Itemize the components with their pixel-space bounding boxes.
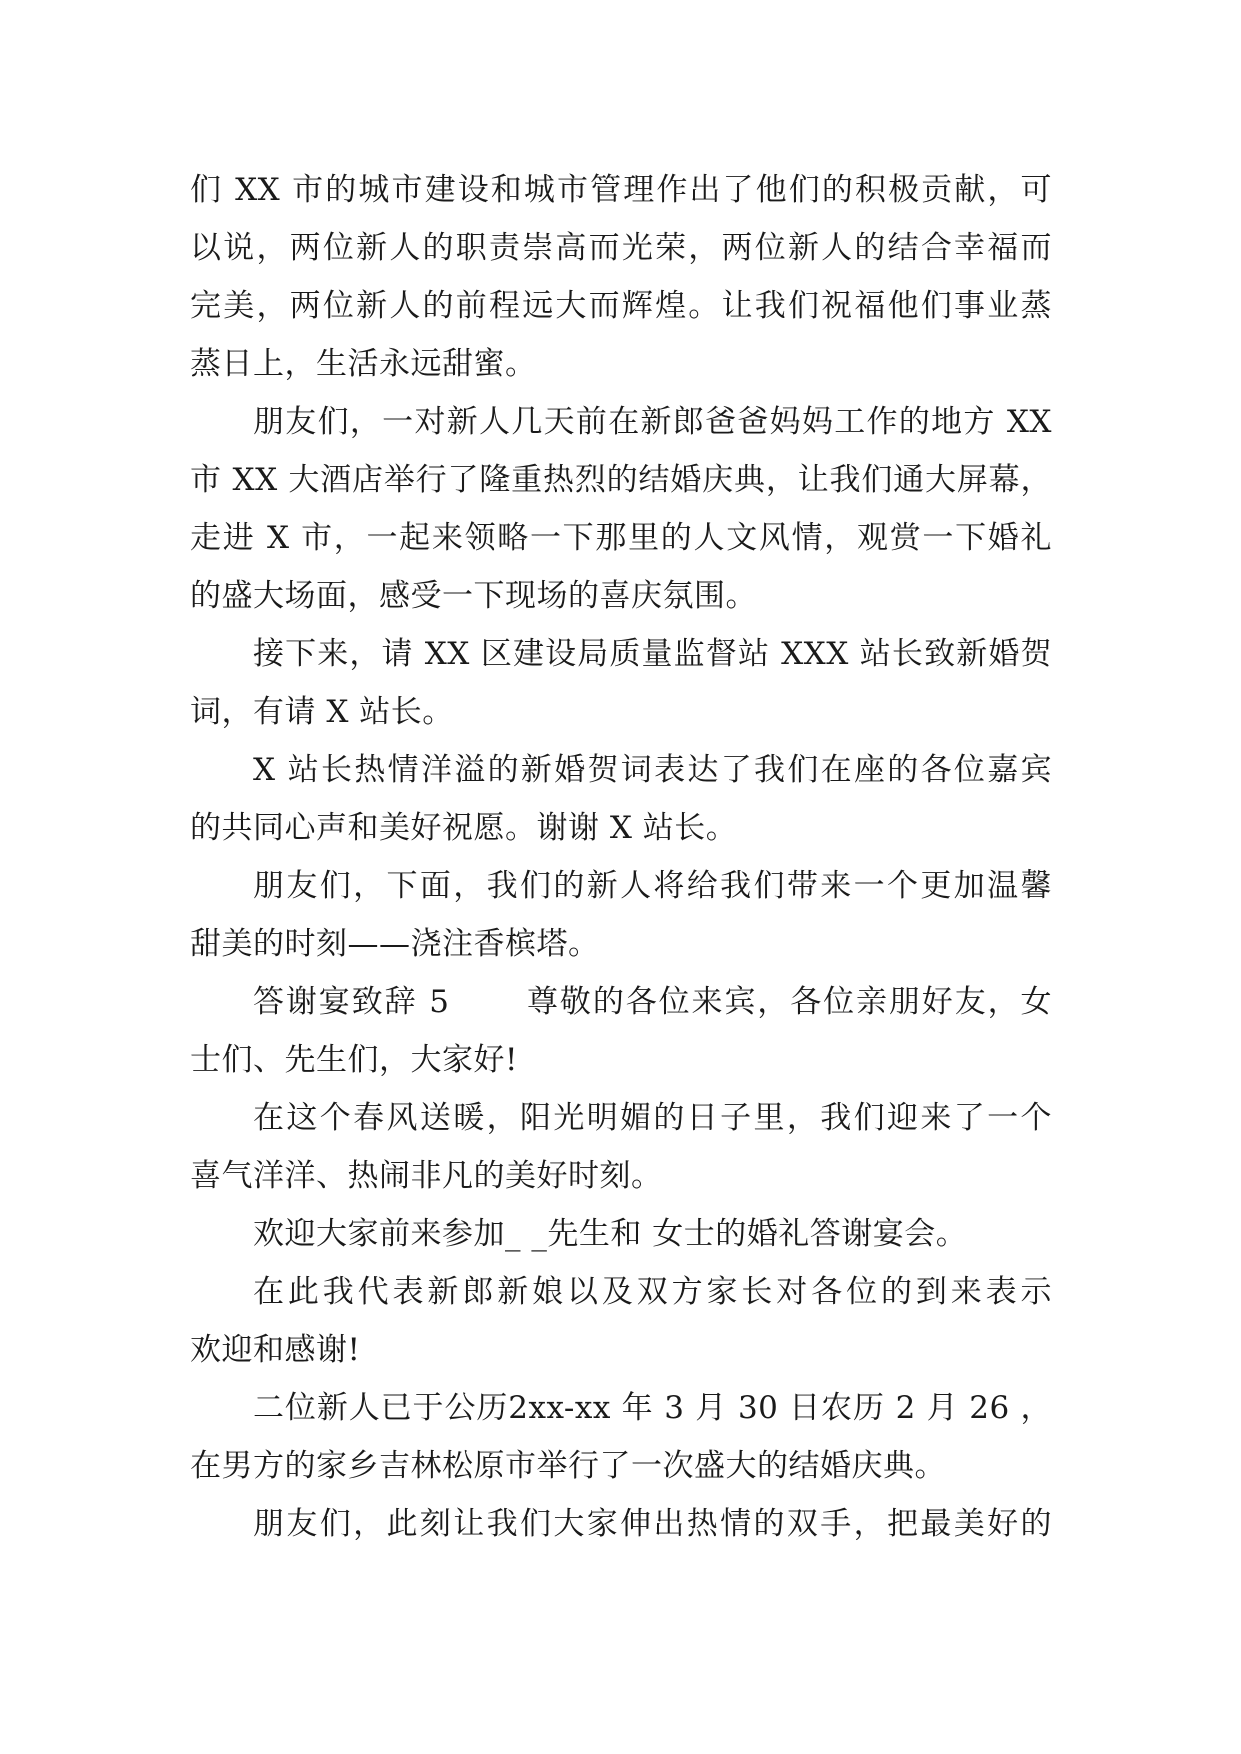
paragraph-line: 蒸日上，生活永远甜蜜。	[190, 346, 537, 382]
paragraph-line: 的盛大场面，感受一下现场的喜庆氛围。	[190, 578, 757, 614]
paragraph-line: 完美，两位新人的前程远大而辉煌。让我们祝福他们事业蒸	[190, 288, 1052, 324]
paragraph-line: 二位新人已于公历2xx-xx 年 3 月 30 日农历 2 月 26 ，	[253, 1390, 1052, 1426]
paragraph-line: 走进 X 市，一起来领略一下那里的人文风情，观赏一下婚礼	[190, 520, 1052, 556]
paragraph-line: 接下来，请 XX 区建设局质量监督站 XXX 站长致新婚贺	[253, 636, 1052, 672]
paragraph-line: 在男方的家乡吉林松原市举行了一次盛大的结婚庆典。	[190, 1448, 946, 1484]
paragraph-line: 欢迎和感谢!	[190, 1332, 361, 1368]
paragraph-line: X 站长热情洋溢的新婚贺词表达了我们在座的各位嘉宾	[253, 752, 1052, 788]
paragraph-line: 朋友们，此刻让我们大家伸出热情的双手，把最美好的	[253, 1506, 1052, 1542]
paragraph-line: 市 XX 大酒店举行了隆重热烈的结婚庆典，让我们通大屏幕，	[190, 462, 1052, 498]
paragraph-line: 在此我代表新郎新娘以及双方家长对各位的到来表示	[253, 1274, 1052, 1310]
paragraph-line: 们 XX 市的城市建设和城市管理作出了他们的积极贡献，可	[190, 172, 1052, 208]
paragraph-line: 在这个春风送暖，阳光明媚的日子里，我们迎来了一个	[253, 1100, 1052, 1136]
document-body	[190, 161, 1052, 1553]
paragraph-line: 欢迎大家前来参加_ _先生和 女士的婚礼答谢宴会。	[253, 1216, 968, 1252]
paragraph-line: 朋友们，一对新人几天前在新郎爸爸妈妈工作的地方 XX	[253, 404, 1052, 440]
paragraph-line: 士们、先生们，大家好!	[190, 1042, 518, 1078]
paragraph-line: 词，有请 X 站长。	[190, 694, 454, 730]
paragraph-line: 以说，两位新人的职责崇高而光荣，两位新人的结合幸福而	[190, 230, 1052, 266]
paragraph-line: 甜美的时刻——浇注香槟塔。	[190, 926, 600, 962]
paragraph-line: 的共同心声和美好祝愿。谢谢 X 站长。	[190, 810, 738, 846]
paragraph-line: 答谢宴致辞 5 尊敬的各位来宾，各位亲朋好友，女	[253, 984, 1052, 1020]
paragraph-line: 朋友们，下面，我们的新人将给我们带来一个更加温馨	[253, 868, 1052, 904]
paragraph-line: 喜气洋洋、热闹非凡的美好时刻。	[190, 1158, 663, 1194]
